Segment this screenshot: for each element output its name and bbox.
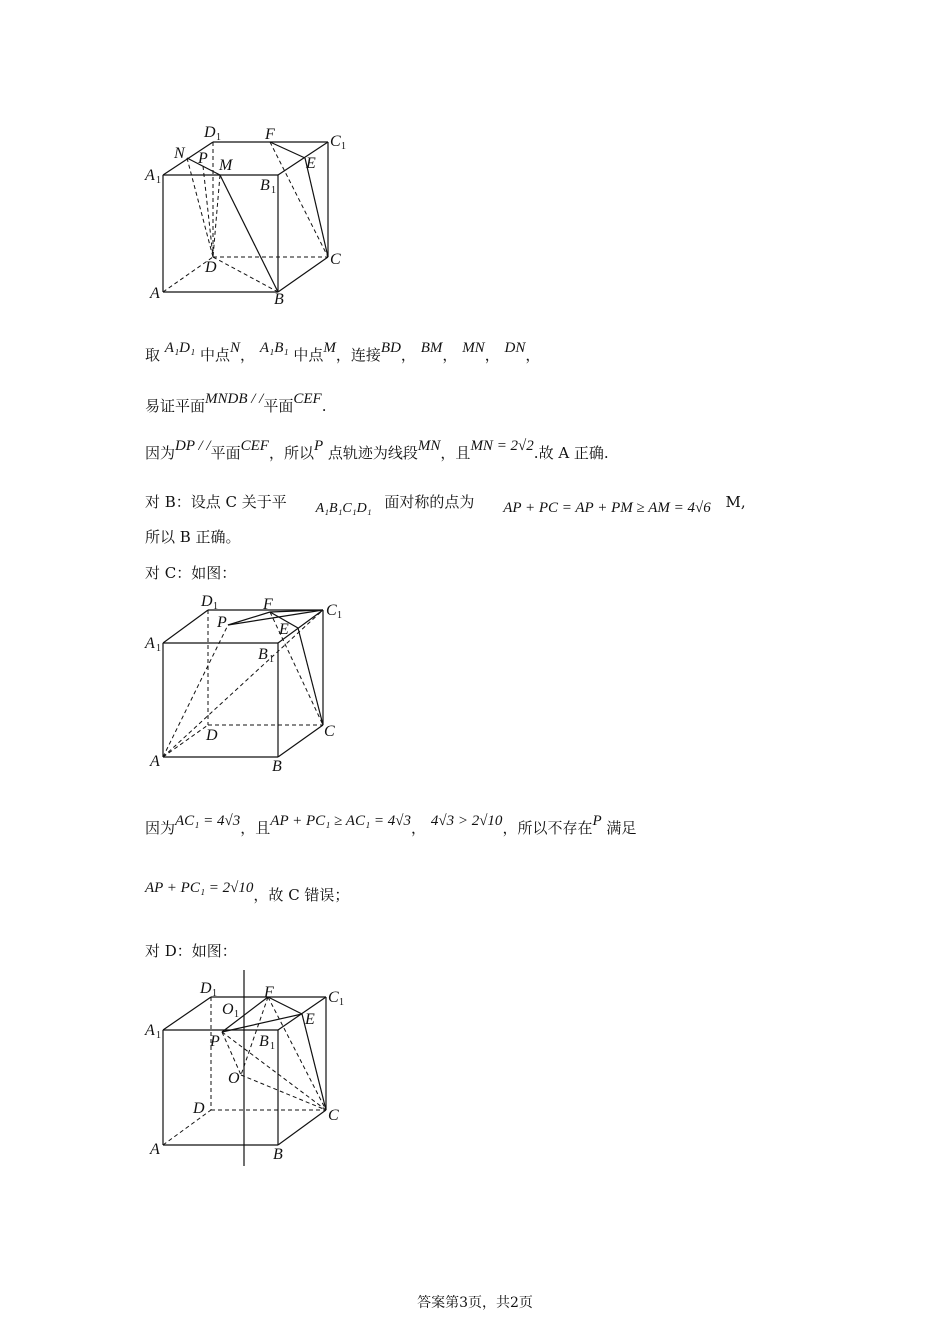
svg-text:1: 1 (216, 132, 221, 143)
svg-text:1: 1 (271, 185, 276, 196)
label-B: B (272, 758, 282, 775)
cube-edges (163, 142, 328, 292)
label-D1: D (200, 980, 212, 997)
page-footer: 答案第3页，共2页 (417, 1295, 533, 1311)
text-line-8: AP + PC₁ = 2√10，故 C 错误； (145, 880, 350, 904)
label-C: C (328, 1107, 339, 1124)
label-C1: C (328, 989, 339, 1006)
label-M: M (219, 157, 233, 174)
text-line-6: 对 C：如图： (145, 564, 237, 582)
cube-hidden-edges (163, 610, 323, 757)
label-E: E (279, 621, 289, 638)
label-A: A (150, 1141, 160, 1158)
label-A1: A (145, 635, 155, 652)
svg-text:1: 1 (269, 654, 274, 665)
svg-text:1: 1 (339, 997, 344, 1008)
label-B1: B (259, 1033, 269, 1050)
label-C1: C (330, 133, 341, 150)
figure-cube-2 (140, 588, 370, 778)
label-C: C (324, 723, 335, 740)
label-C1: C (326, 602, 337, 619)
label-F: F (263, 596, 273, 613)
figure-cube-1 (140, 118, 370, 313)
cube-edges (163, 970, 326, 1166)
label-D: D (205, 259, 217, 276)
svg-text:1: 1 (156, 175, 161, 186)
label-P: P (198, 150, 208, 167)
label-A1: A (145, 167, 155, 184)
label-C: C (330, 251, 341, 268)
text-line-5: 所以 B 正确。 (145, 528, 241, 546)
text-line-4: 对 B：设点 C 关于平 A₁B₁C₁D₁ 面对称的点为 AP + PC = AP + PM ≥ AM = 4√6 M, (145, 493, 746, 516)
label-P: P (210, 1033, 220, 1050)
label-O1: O (222, 1001, 234, 1018)
label-B1: B (260, 177, 270, 194)
text-line-9: 对 D：如图： (145, 942, 237, 960)
text-line-7: 因为AC₁ = 4√3，且AP + PC₁ ≥ AC₁ = 4√3， 4√3 > 2√10，所以不存在P 满足 (145, 813, 637, 837)
label-A: A (150, 753, 160, 770)
label-B: B (273, 1146, 283, 1163)
svg-text:1: 1 (270, 1041, 275, 1052)
svg-text:1: 1 (213, 601, 218, 612)
svg-text:1: 1 (156, 643, 161, 654)
svg-text:1: 1 (234, 1009, 239, 1020)
label-D: D (206, 727, 218, 744)
label-F: F (264, 984, 274, 1001)
svg-text:1: 1 (337, 610, 342, 621)
label-D1: D (204, 124, 216, 141)
label-B: B (274, 291, 284, 308)
svg-text:1: 1 (341, 141, 346, 152)
label-O: O (228, 1070, 240, 1087)
label-A: A (150, 285, 160, 302)
text-line-2: 易证平面MNDB / /平面CEF. (145, 391, 327, 415)
svg-text:1: 1 (212, 988, 217, 999)
text-line-3: 因为DP / /平面CEF，所以P 点轨迹为线段MN，且MN = 2√2.故 A 正确. (145, 438, 609, 462)
svg-text:1: 1 (156, 1030, 161, 1041)
label-E: E (306, 155, 316, 172)
label-D: D (193, 1100, 205, 1117)
label-F: F (265, 126, 275, 143)
label-A1: A (145, 1022, 155, 1039)
label-E: E (305, 1011, 315, 1028)
label-N: N (174, 145, 185, 162)
label-D1: D (201, 593, 213, 610)
figure-cube-3 (140, 968, 370, 1168)
cube-hidden-edges (163, 142, 328, 292)
label-P: P (217, 614, 227, 631)
text-line-1: 取 A₁D₁ 中点N， A₁B₁ 中点M，连接BD， BM， MN， DN， (145, 340, 541, 364)
label-B1: B (258, 646, 268, 663)
